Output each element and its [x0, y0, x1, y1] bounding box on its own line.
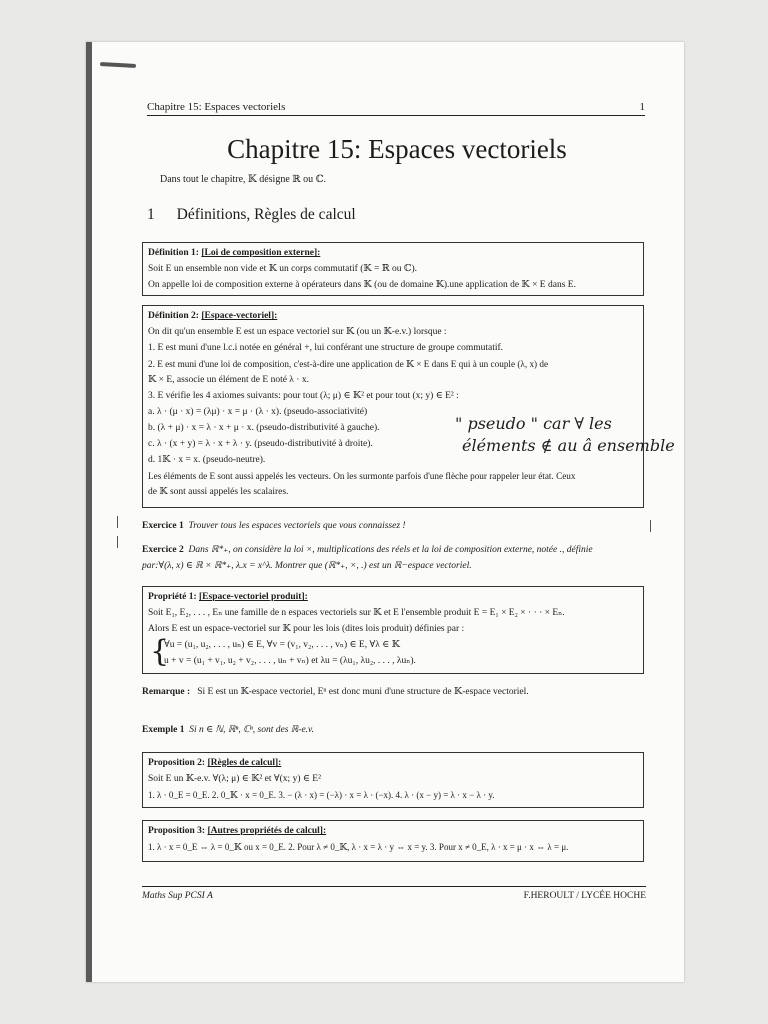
definition-2-line: de 𝕂 sont aussi appelés les scalaires.	[148, 487, 289, 497]
proposition-2-box	[142, 752, 644, 808]
remark-label: Remarque :	[142, 687, 191, 697]
page-number: 1	[639, 101, 645, 113]
definition-2-subtitle: [Espace-vectoriel]:	[201, 311, 278, 321]
section-title: Définitions, Règles de calcul	[176, 206, 356, 223]
definition-1-line: On appelle loi de composition externe à opérateurs dans 𝕂 (ou de domaine 𝕂).une application de 𝕂 × E dans E.	[148, 280, 576, 290]
proposition-2-line: 1. λ · 0_E = 0_E. 2. 0_𝕂 · x = 0_E. 3. − (λ · x) = (−λ) · x = λ · (−x). 4. λ · (x − y) = λ · x − λ · y.	[148, 790, 495, 800]
handwritten-note-line-2: éléments ∉ au â ensemble	[462, 436, 675, 455]
exercise-1	[142, 518, 406, 534]
proposition-3-box	[142, 820, 644, 862]
property-1-heading	[148, 589, 638, 605]
definition-2-line: Les éléments de E sont aussi appelés les vecteurs. On les surmonte parfois d'une flèche pour rappeler leur état. Ceux	[148, 471, 576, 481]
exercise-1-text: Trouver tous les espaces vectoriels que vous connaissez !	[188, 521, 406, 531]
example-1-text: Si n ∈ ℕ, ℝⁿ, ℂⁿ, sont des ℝ-e.v.	[189, 725, 314, 735]
margin-mark	[117, 516, 118, 528]
intro-text: Dans tout le chapitre, 𝕂 désigne ℝ ou ℂ.	[160, 174, 327, 185]
definition-2-line: 2. E est muni d'une loi de composition, c'est-à-dire une application de 𝕂 × E dans E qui à un couple (λ, x) de	[148, 359, 549, 369]
running-header	[147, 101, 645, 116]
property-1-line: Soit E₁, E₂, . . . , Eₙ une famille de n espaces vectoriels sur 𝕂 et E l'ensemble produit E = E₁ × E₂ × · · · × Eₙ.	[148, 608, 565, 618]
footer-rule	[142, 886, 646, 887]
chapter-title: Chapitre 15: Espaces vectoriels	[227, 134, 567, 164]
property-1-line: Alors E est un espace-vectoriel sur 𝕂 pour les lois (dites lois produit) définies par :	[148, 624, 465, 634]
proposition-3-line: 1. λ · x = 0_E ⇔ λ = 0_𝕂 ou x = 0_E. 2. Pour λ ≠ 0_𝕂, λ · x = λ · y ⇔ x = y. 3. Pour x ≠ 0_E, λ · x = μ · x ⇔ λ = μ.	[148, 842, 569, 852]
definition-1-heading	[148, 245, 638, 261]
property-1-line: ∀u = (u₁, u₂, . . . , uₙ) ∈ E, ∀v = (v₁, v₂, . . . , vₙ) ∈ E, ∀λ ∈ 𝕂	[164, 640, 400, 650]
remark	[142, 684, 529, 700]
section-number: 1	[147, 206, 155, 223]
section-heading	[147, 206, 356, 224]
definition-2-line: 3. E vérifie les 4 axiomes suivants: pour tout (λ; μ) ∈ 𝕂² et pour tout (x; y) ∈ E² :	[148, 391, 459, 401]
running-header-title: Chapitre 15: Espaces vectoriels	[147, 101, 286, 113]
property-1-title: Propriété 1:	[148, 592, 197, 602]
definition-2-box	[142, 305, 644, 508]
exercise-1-label: Exercice 1	[142, 521, 184, 531]
proposition-3-heading	[148, 823, 638, 839]
margin-mark	[117, 536, 118, 548]
footer-course: Maths Sup PCSI A	[142, 891, 213, 901]
definition-2-line: 𝕂 × E, associe un élément de E noté λ · x.	[148, 375, 309, 385]
proposition-2-title: Proposition 2:	[148, 758, 206, 768]
definition-2-title: Définition 2:	[148, 311, 199, 321]
exercise-2-label: Exercice 2	[142, 545, 184, 555]
binder-edge	[86, 42, 92, 982]
proposition-2-heading	[148, 755, 638, 771]
definition-2-line: On dit qu'un ensemble E est un espace vectoriel sur 𝕂 (ou un 𝕂-e.v.) lorsque :	[148, 327, 447, 337]
definition-2-line: c. λ · (x + y) = λ · x + λ · y. (pseudo-distributivité à droite).	[148, 439, 373, 449]
property-1-box	[142, 586, 644, 674]
definition-2-heading	[148, 308, 638, 324]
exercise-2-continued	[142, 558, 472, 574]
property-1-line: u + v = (u₁ + v₁, u₂ + v₂, . . . , uₙ + vₙ) et λu = (λu₁, λu₂, . . . , λuₙ).	[164, 656, 416, 666]
example-1-label: Exemple 1	[142, 725, 185, 735]
exercise-2-line-2: par:∀(λ, x) ∈ ℝ × ℝ*₊, λ.x = x^λ. Montrer que (ℝ*₊, ×, .) est un ℝ−espace vectoriel.	[142, 561, 472, 571]
property-1-subtitle: [Espace-vectoriel produit]:	[199, 592, 308, 602]
definition-1-box	[142, 242, 644, 296]
exercise-2-line-1: Dans ℝ*₊, on considère la loi ×, multiplications des réels et la loi de composition externe, notée ., définie	[188, 545, 593, 555]
definition-2-line: b. (λ + μ) · x = λ · x + μ · x. (pseudo-distributivité à gauche).	[148, 423, 380, 433]
exercise-2	[142, 542, 593, 558]
proposition-2-subtitle: [Règles de calcul]:	[207, 758, 282, 768]
definition-2-line: 1. E est muni d'une l.c.i notée en général +, lui conférant une structure de groupe commutatif.	[148, 343, 504, 353]
example-1	[142, 722, 314, 738]
remark-text: Si E est un 𝕂-espace vectoriel, Eⁿ est donc muni d'une structure de 𝕂-espace vectoriel.	[197, 687, 529, 697]
definition-2-line: d. 1𝕂 · x = x. (pseudo-neutre).	[148, 455, 266, 465]
definition-1-line: Soit E un ensemble non vide et 𝕂 un corps commutatif (𝕂 = ℝ ou ℂ).	[148, 264, 417, 274]
definition-1-title: Définition 1:	[148, 248, 199, 258]
definition-2-line: a. λ · (μ · x) = (λμ) · x = μ · (λ · x). (pseudo-associativité)	[148, 407, 368, 417]
proposition-3-subtitle: [Autres propriétés de calcul]:	[207, 826, 327, 836]
margin-mark	[650, 520, 651, 532]
system-brace: {	[150, 634, 170, 669]
definition-1-subtitle: [Loi de composition externe]:	[201, 248, 321, 258]
footer-author: F.HEROULT / LYCÉE HOCHE	[523, 891, 646, 901]
handwritten-note-line-1: " pseudo " car ∀ les	[455, 414, 612, 433]
proposition-2-line: Soit E un 𝕂-e.v. ∀(λ; μ) ∈ 𝕂² et ∀(x; y) ∈ E²	[148, 774, 321, 784]
proposition-3-title: Proposition 3:	[148, 826, 206, 836]
